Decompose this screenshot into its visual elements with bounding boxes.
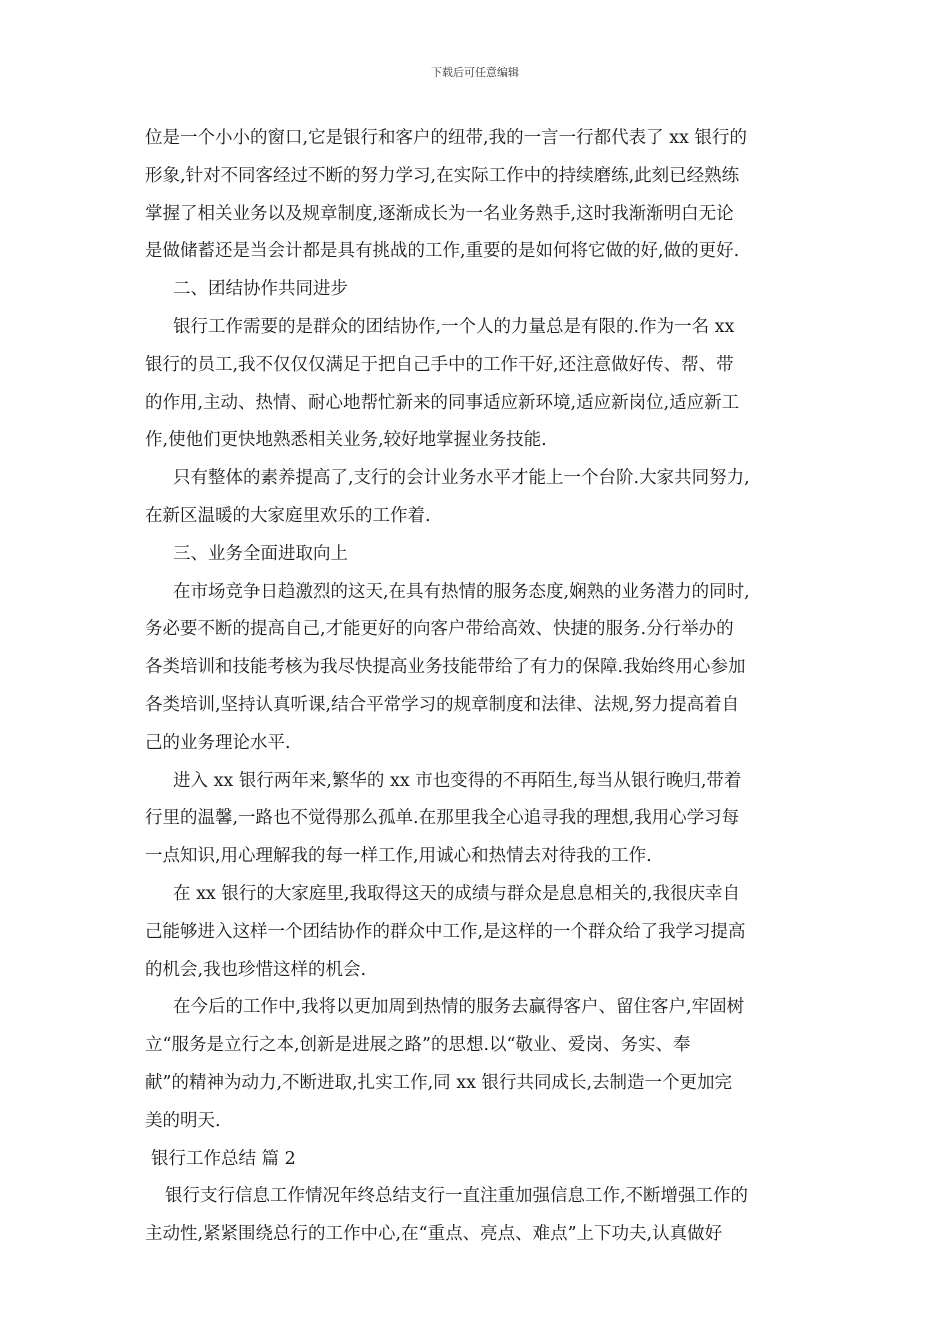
text-line: 立“服务是立行之本,创新是进展之路”的思想.以“敬业、爱岗、务实、奉 — [145, 1035, 691, 1056]
page-header: 下载后可任意编辑 — [431, 66, 519, 79]
text-line: 各类培训和技能考核为我尽快提高业务技能带给了有力的保障.我始终用心参加 — [145, 657, 746, 678]
text-line: 在今后的工作中,我将以更加周到热情的服务去赢得客户、留住客户,牢固树 — [173, 997, 745, 1018]
text-line: 务必要不断的提高自己,才能更好的向客户带给高效、快捷的服务.分行举办的 — [145, 619, 734, 640]
section-heading: 二、团结协作共同进步 — [173, 279, 348, 300]
section-heading: 三、业务全面进取向上 — [173, 543, 348, 564]
text-line: 进入 xx 银行两年来,繁华的 xx 市也变得的不再陌生,每当从银行晚归,带着 — [173, 770, 742, 791]
text-line: 银行的员工,我不仅仅仅满足于把自己手中的工作干好,还注意做好传、帮、带 — [145, 354, 734, 375]
text-line: 位是一个小小的窗口,它是银行和客户的纽带,我的一言一行都代表了 xx 银行的 — [145, 128, 747, 148]
text-line: 各类培训,坚持认真听课,结合平常学习的规章制度和法律、法规,努力提高着自 — [145, 694, 740, 715]
text-line: 一点知识,用心理解我的每一样工作,用诚心和热情去对待我的工作. — [145, 846, 652, 867]
text-line: 形象,针对不同客经过不断的努力学习,在实际工作中的持续磨练,此刻已经熟练 — [145, 165, 740, 186]
text-line: 银行工作需要的是群众的团结协作,一个人的力量总是有限的.作为一名 xx — [173, 316, 735, 337]
text-line: 的机会,我也珍惜这样的机会. — [145, 959, 367, 980]
text-line: 己能够进入这样一个团结协作的群众中工作,是这样的一个群众给了我学习提高 — [145, 921, 746, 942]
text-line: 献”的精神为动力,不断进取,扎实工作,同 xx 银行共同成长,去制造一个更加完 — [145, 1072, 733, 1093]
text-line: 作,使他们更快地熟悉相关业务,较好地掌握业务技能. — [145, 430, 547, 451]
text-line: 行里的温馨,一路也不觉得那么孤单.在那里我全心追寻我的理想,我用心学习每 — [145, 808, 740, 829]
text-line: 主动性,紧紧围绕总行的工作中心,在“重点、亮点、难点”上下功夫,认真做好 — [145, 1224, 723, 1245]
article-title: 银行工作总结 篇 2 — [151, 1148, 296, 1169]
document-body — [145, 120, 815, 1254]
text-line: 美的明天. — [145, 1110, 221, 1131]
text-line: 是做储蓄还是当会计都是具有挑战的工作,重要的是如何将它做的好,做的更好. — [145, 241, 740, 262]
text-line: 在市场竞争日趋激烈的这天,在具有热情的服务态度,娴熟的业务潜力的同时, — [173, 581, 750, 602]
text-line: 的作用,主动、热情、耐心地帮忙新来的同事适应新环境,适应新岗位,适应新工 — [145, 392, 740, 413]
text-line: 己的业务理论水平. — [145, 732, 291, 753]
text-line: 掌握了相关业务以及规章制度,逐渐成长为一名业务熟手,这时我渐渐明白无论 — [145, 203, 734, 224]
text-line: 在 xx 银行的大家庭里,我取得这天的成绩与群众是息息相关的,我很庆幸自 — [173, 883, 740, 904]
text-line: 在新区温暖的大家庭里欢乐的工作着. — [145, 505, 431, 526]
text-line: 只有整体的素养提高了,支行的会计业务水平才能上一个台阶.大家共同努力, — [173, 468, 750, 489]
text-line: 银行支行信息工作情况年终总结支行一直注重加强信息工作,不断增强工作的 — [165, 1186, 749, 1207]
